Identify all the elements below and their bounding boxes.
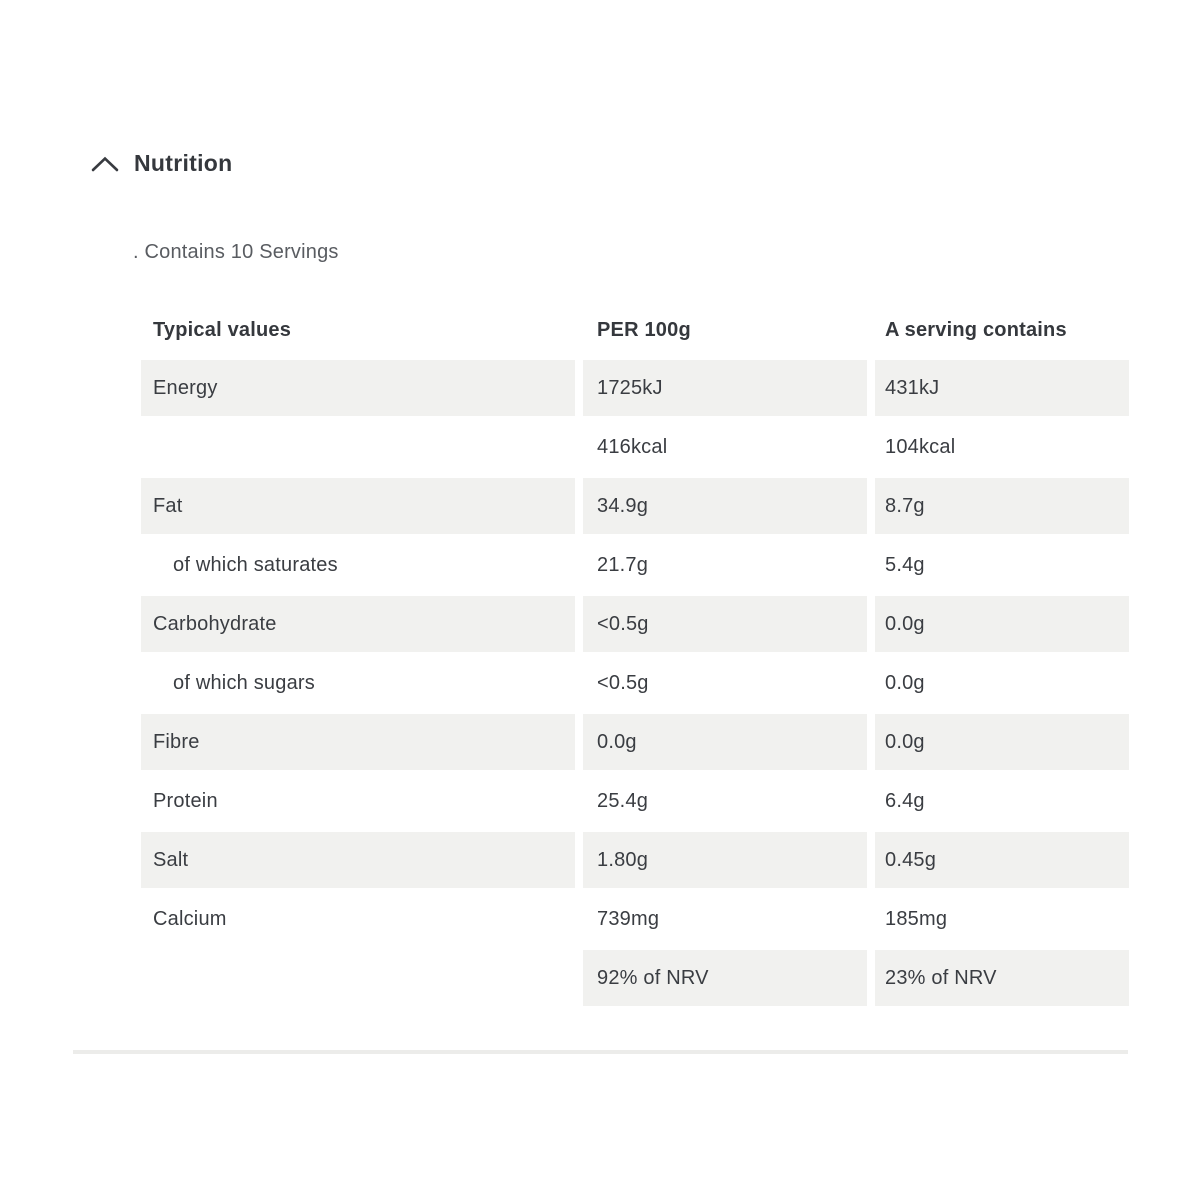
column-header-per-100g: PER 100g <box>597 318 691 341</box>
row-label-salt: Salt <box>141 832 575 888</box>
row-value-per100g: <0.5g <box>583 655 867 711</box>
section-title: Nutrition <box>134 150 233 176</box>
row-value-serving: 0.0g <box>875 655 1129 711</box>
row-value-serving: 0.0g <box>875 714 1129 770</box>
row-value-serving: 0.45g <box>875 832 1129 888</box>
row-label-protein: Protein <box>141 773 575 829</box>
row-value-per100g: 739mg <box>583 891 867 947</box>
section-divider <box>73 1050 1128 1054</box>
row-value-per100g: 1.80g <box>583 832 867 888</box>
chevron-up-icon[interactable] <box>90 154 120 174</box>
row-label-empty <box>141 419 575 475</box>
row-value-per100g: 92% of NRV <box>583 950 867 1006</box>
column-header-typical-values: Typical values <box>153 318 292 341</box>
nutrition-accordion-header[interactable] <box>90 150 233 177</box>
row-value-per100g: <0.5g <box>583 596 867 652</box>
row-label-fat: Fat <box>141 478 575 534</box>
row-value-serving: 6.4g <box>875 773 1129 829</box>
row-value-serving: 5.4g <box>875 537 1129 593</box>
servings-note: . Contains 10 Servings <box>133 241 339 263</box>
row-value-per100g: 1725kJ <box>583 360 867 416</box>
row-value-per100g: 416kcal <box>583 419 867 475</box>
row-value-serving: 23% of NRV <box>875 950 1129 1006</box>
row-value-per100g: 25.4g <box>583 773 867 829</box>
row-label-sugars: of which sugars <box>141 655 575 711</box>
row-label-empty <box>141 950 575 1006</box>
row-label-saturates: of which saturates <box>141 537 575 593</box>
row-value-per100g: 21.7g <box>583 537 867 593</box>
row-label-calcium: Calcium <box>141 891 575 947</box>
column-header-serving-contains: A serving contains <box>885 318 1067 341</box>
row-label-energy: Energy <box>141 360 575 416</box>
row-value-serving: 0.0g <box>875 596 1129 652</box>
nutrition-table <box>141 303 1129 1006</box>
row-label-carbohydrate: Carbohydrate <box>141 596 575 652</box>
row-value-serving: 185mg <box>875 891 1129 947</box>
row-value-per100g: 34.9g <box>583 478 867 534</box>
row-value-serving: 431kJ <box>875 360 1129 416</box>
row-value-per100g: 0.0g <box>583 714 867 770</box>
row-label-fibre: Fibre <box>141 714 575 770</box>
row-value-serving: 104kcal <box>875 419 1129 475</box>
row-value-serving: 8.7g <box>875 478 1129 534</box>
